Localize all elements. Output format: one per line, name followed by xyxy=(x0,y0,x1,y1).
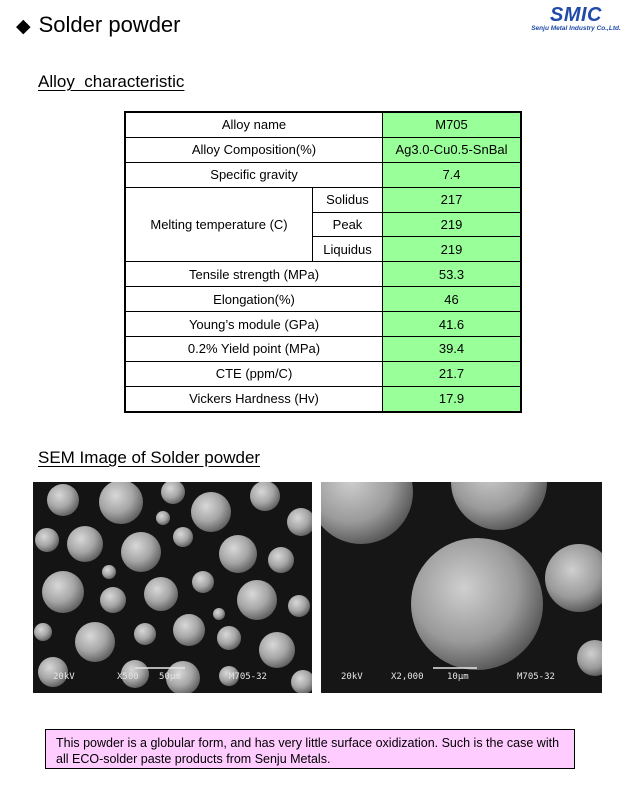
specific-gravity-label: Specific gravity xyxy=(125,162,383,187)
table-row xyxy=(125,162,521,187)
cte-label: CTE (ppm/C) xyxy=(125,361,383,386)
sem-right-voltage: 20kV xyxy=(341,672,363,682)
sem-left-sample: M705-32 xyxy=(229,672,267,682)
yield-point-value: 39.4 xyxy=(383,337,522,362)
elongation-value: 46 xyxy=(383,287,522,312)
sem-image-x500 xyxy=(33,482,312,693)
youngs-module-label: Young’s module (GPa) xyxy=(125,312,383,337)
company-logo xyxy=(530,4,622,32)
diamond-bullet-icon: ◆ xyxy=(16,16,31,37)
melting-temperature-label: Melting temperature (C) xyxy=(125,187,313,262)
page-title-text: Solder powder xyxy=(38,12,181,37)
youngs-module-value: 41.6 xyxy=(383,312,522,337)
sem-image-x2000-graphic xyxy=(321,482,602,693)
note-box: This powder is a globular form, and has very little surface oxidization. Such is the case with all ECO-solder paste products from Senju Metals. xyxy=(45,729,575,769)
solidus-label: Solidus xyxy=(313,187,383,212)
peak-value: 219 xyxy=(383,212,522,237)
table-row xyxy=(125,287,521,312)
table-row xyxy=(125,112,521,137)
logo-mark: SMIC xyxy=(550,4,602,26)
cte-value: 21.7 xyxy=(383,361,522,386)
table-row xyxy=(125,137,521,162)
composition-value: Ag3.0-Cu0.5-SnBal xyxy=(383,137,522,162)
sem-left-scale: 50μm xyxy=(159,672,181,682)
elongation-label: Elongation(%) xyxy=(125,287,383,312)
sem-section-heading: SEM Image of Solder powder xyxy=(38,448,261,467)
specific-gravity-value: 7.4 xyxy=(383,162,522,187)
table-row xyxy=(125,361,521,386)
vickers-hardness-label: Vickers Hardness (Hv) xyxy=(125,386,383,411)
tensile-strength-label: Tensile strength (MPa) xyxy=(125,262,383,287)
composition-label: Alloy Composition(%) xyxy=(125,137,383,162)
yield-point-label: 0.2% Yield point (MPa) xyxy=(125,337,383,362)
table-row xyxy=(125,337,521,362)
page-title xyxy=(16,12,181,38)
table-row xyxy=(125,386,521,411)
liquidus-value: 219 xyxy=(383,237,522,262)
sem-image-x2000 xyxy=(321,482,602,693)
liquidus-label: Liquidus xyxy=(313,237,383,262)
solidus-value: 217 xyxy=(383,187,522,212)
alloy-characteristics-table xyxy=(124,111,522,413)
peak-label: Peak xyxy=(313,212,383,237)
sem-right-magnification: X2,000 xyxy=(391,672,424,682)
logo-subtitle: Senju Metal Industry Co.,Ltd. xyxy=(531,25,621,32)
sem-left-magnification: X500 xyxy=(117,672,139,682)
alloy-name-value: M705 xyxy=(383,112,522,137)
sem-right-sample: M705-32 xyxy=(517,672,555,682)
sem-left-voltage: 20kV xyxy=(53,672,75,682)
alloy-name-label: Alloy name xyxy=(125,112,383,137)
sem-right-scale: 10μm xyxy=(447,672,469,682)
tensile-strength-value: 53.3 xyxy=(383,262,522,287)
table-row xyxy=(125,312,521,337)
table-row xyxy=(125,187,521,212)
sem-image-x500-graphic xyxy=(33,482,312,693)
alloy-section-heading: Alloy characteristic xyxy=(38,72,185,91)
table-row xyxy=(125,262,521,287)
vickers-hardness-value: 17.9 xyxy=(383,386,522,411)
